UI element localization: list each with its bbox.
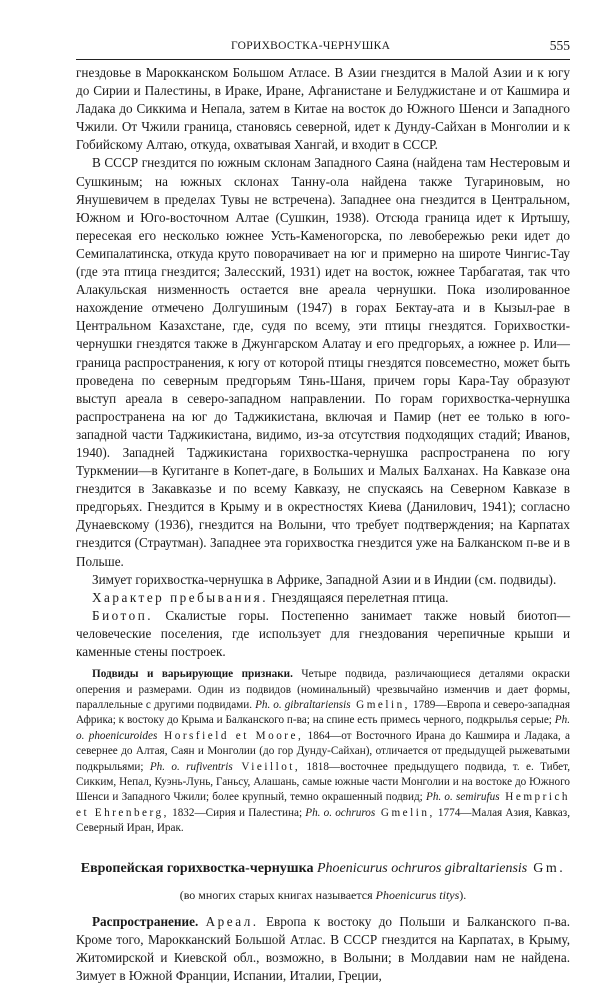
subspecies-heading: Подвиды и варьирующие признаки. [92, 668, 293, 681]
subspecies-text: 1832—Сирия и Палестина; [168, 806, 306, 819]
taxon-name: Ph. o. rufiventris [149, 760, 233, 773]
subspecies-text: Четыре подвида, различающиеся деталями окраски оперения и размерами. Один из подвидов (номинальный) чрезвычайно изменчив и дает формы, параллельные с другими подвидами. [76, 668, 570, 711]
page-number: 555 [549, 38, 570, 53]
subspecies-title-author: Gm. [527, 860, 566, 876]
paragraph-ussr-range: В СССР гнездится по южным склонам Западного Саяна (найдена там Нестеровым и Сушкиным; на южных склонах Танну-ола найдена также Тугариновым, но Янушевичем в пределах Тувы не встречена). Западнее она гнездится в Центральном, Южном и Юго-восточном Алтае (Сушкин, 1938). Отсюда граница идет к Иртышу, пересекая его несколько южнее Усть-Каменогорска, по левобережью реки идет до Семипалатинска, откуда круто поворачивает на юг и примерно на широте Чингис-Тау (где эта птица гнездится; Залесский, 1931) идет на восток, южнее Тарбагатая, так что Алакульская низменность остается вне ареала чернушки. Пока изолированное нахождение отмечено Долгушиным (1947) в горах Бектау-ата и в Кызыл-рае в Центральном Казахстане, где, судя по всему, эти птицы гнездятся. Горихвостки-чернушки гнездятся также в Джунгарском Алатау и его предгорьях, а южнее р. Или—граница распространения, к югу от которой птицы гнездятся повсеместно, может быть проведена по северным предгорьям Тянь-Шаня, причем горы Кара-Тау образуют выступ ареала в северо-западном направлении. По горам горихвостка-чернушка распространена на юг до Таджикистана, включая и Памир (нет ее только в юго-западной части Таджикистана, видимо, из-за отсутствия подходящих стадий; Иванов, 1940). Западней Таджикистана горихвостка-чернушка распространена по югу Туркмении—в Кугитанге в Копет-даге, в Больших и Малых Балханах. На Кавказе она гнездится в Закавказье и по всему Кавказу, не спускаясь на Северном Кавказе в предгорьях. Гнездится в Крыму и в окрестностях Киева (Данилович, 1941); согласно Дунаевскому (1936), гнездится на Волыни, что требует подтверждения; на Карпатах гнездится (Страутман). Западнее эта горихвостка гнездится уже на Балканском п-ве и в Польше. [76, 155, 570, 569]
header-rule [76, 59, 570, 60]
synonym-note-post: ). [459, 887, 467, 902]
biotope-label: Биотоп. [92, 607, 154, 623]
page-header [76, 38, 570, 58]
subspecies-block [76, 667, 570, 836]
residency-text: Гнездящаяся перелетная птица. [271, 589, 449, 605]
taxon-author: Horsfield et Moore, [157, 729, 304, 742]
distribution-label: Распространение. [92, 913, 199, 929]
paragraph-biotope [76, 607, 570, 661]
subspecies-title-ru: Европейская горихвостка-чернушка [80, 860, 317, 876]
running-title: ГОРИХВОСТКА-ЧЕРНУШКА [231, 40, 391, 52]
synonym-note-pre: (во многих старых книгах называется [179, 887, 376, 902]
subspecies-title [76, 859, 570, 879]
paragraph-asia-range: гнездовье в Марокканском Большом Атласе. В Азии гнездится в Малой Азии и к югу до Сирии и Палестины, в Ираке, Иране, Афганистане и Белуджистане и от Кашмира и Ладака до Сиккима и Непала, затем в Китае на восток до Южного Шенси и Западного Чжили. От Чжили граница, становясь северной, идет к Дунду-Сайхан в Монголии и к Гобийскому Алтаю, откуда, охватывая Хангай, и входит в СССР. [76, 65, 570, 153]
area-label: Ареал. [205, 913, 259, 929]
biotope-text: Скалистые горы. Постепенно занимает также новый биотоп—человеческие поселения, где использует для гнездования черепичные крыши и каменные стены построек. [76, 607, 571, 659]
subspecies-text: 1818—восточнее предыдущего подвида, т. е. Тибет, Сикким, Непал, Куэнь-Лунь, Ганьсу, Алашань, самые южные части Монголии и на востоке до Южного Шенси и Западного Чжили; более крупный, темно окрашенный подвид; [76, 760, 570, 804]
residency-label: Характер пребывания. [92, 589, 269, 605]
synonym-note-latin: Phoenicurus titys [375, 887, 460, 902]
paragraph-residency [76, 589, 570, 607]
taxon-name: Ph. o. ochruros [305, 806, 376, 819]
taxon-name: Ph. o. phoenicuroides [76, 714, 570, 742]
paragraph-wintering: Зимует горихвостка-чернушка в Африке, Западной Азии и в Индии (см. подвиды). [92, 571, 557, 587]
subspecies-text: 1774—Малая Азия, Кавказ, Северный Иран, Ирак. [76, 806, 570, 835]
taxon-author: Hemprich et Ehrenberg, [76, 791, 571, 819]
taxon-author: Gmelin, [350, 698, 410, 711]
paragraph-distribution [76, 913, 570, 985]
taxon-name: Ph. o. semirufus [425, 791, 500, 804]
subspecies-text: 1789—Европа и северо-западная Африка; к востоку до Крыма и Балканского п-ва; на спине есть примесь черного, подкрылья серые; [76, 698, 570, 727]
taxon-author: Gmelin, [375, 806, 435, 819]
taxon-name: Ph. o. gibraltariensis [255, 698, 351, 711]
taxon-author: Vieillot, [232, 760, 301, 773]
subspecies-text: 1864—от Восточного Ирана до Кашмира и Ладака, а севернее до Алтая, Саян и Монголии (до гор Дунду-Сайхан), отличается от предыдущей рыжеватыми подкрыльями; [76, 729, 571, 773]
subspecies-title-latin: Phoenicurus ochruros gibraltariensis [316, 860, 528, 876]
distribution-text: Европа к востоку до Польши и Балканского п-ва. Кроме того, Марокканский Большой Атлас. В СССР гнездится на Карпатах, в Крыму, Житомирской и Киевской обл., возможно, в Волыни; в Молдавии нам не найдена. Зимует в Южной Франции, Испании, Италии, Греции, [76, 913, 571, 983]
page-body [76, 64, 570, 985]
synonym-note [76, 887, 570, 903]
